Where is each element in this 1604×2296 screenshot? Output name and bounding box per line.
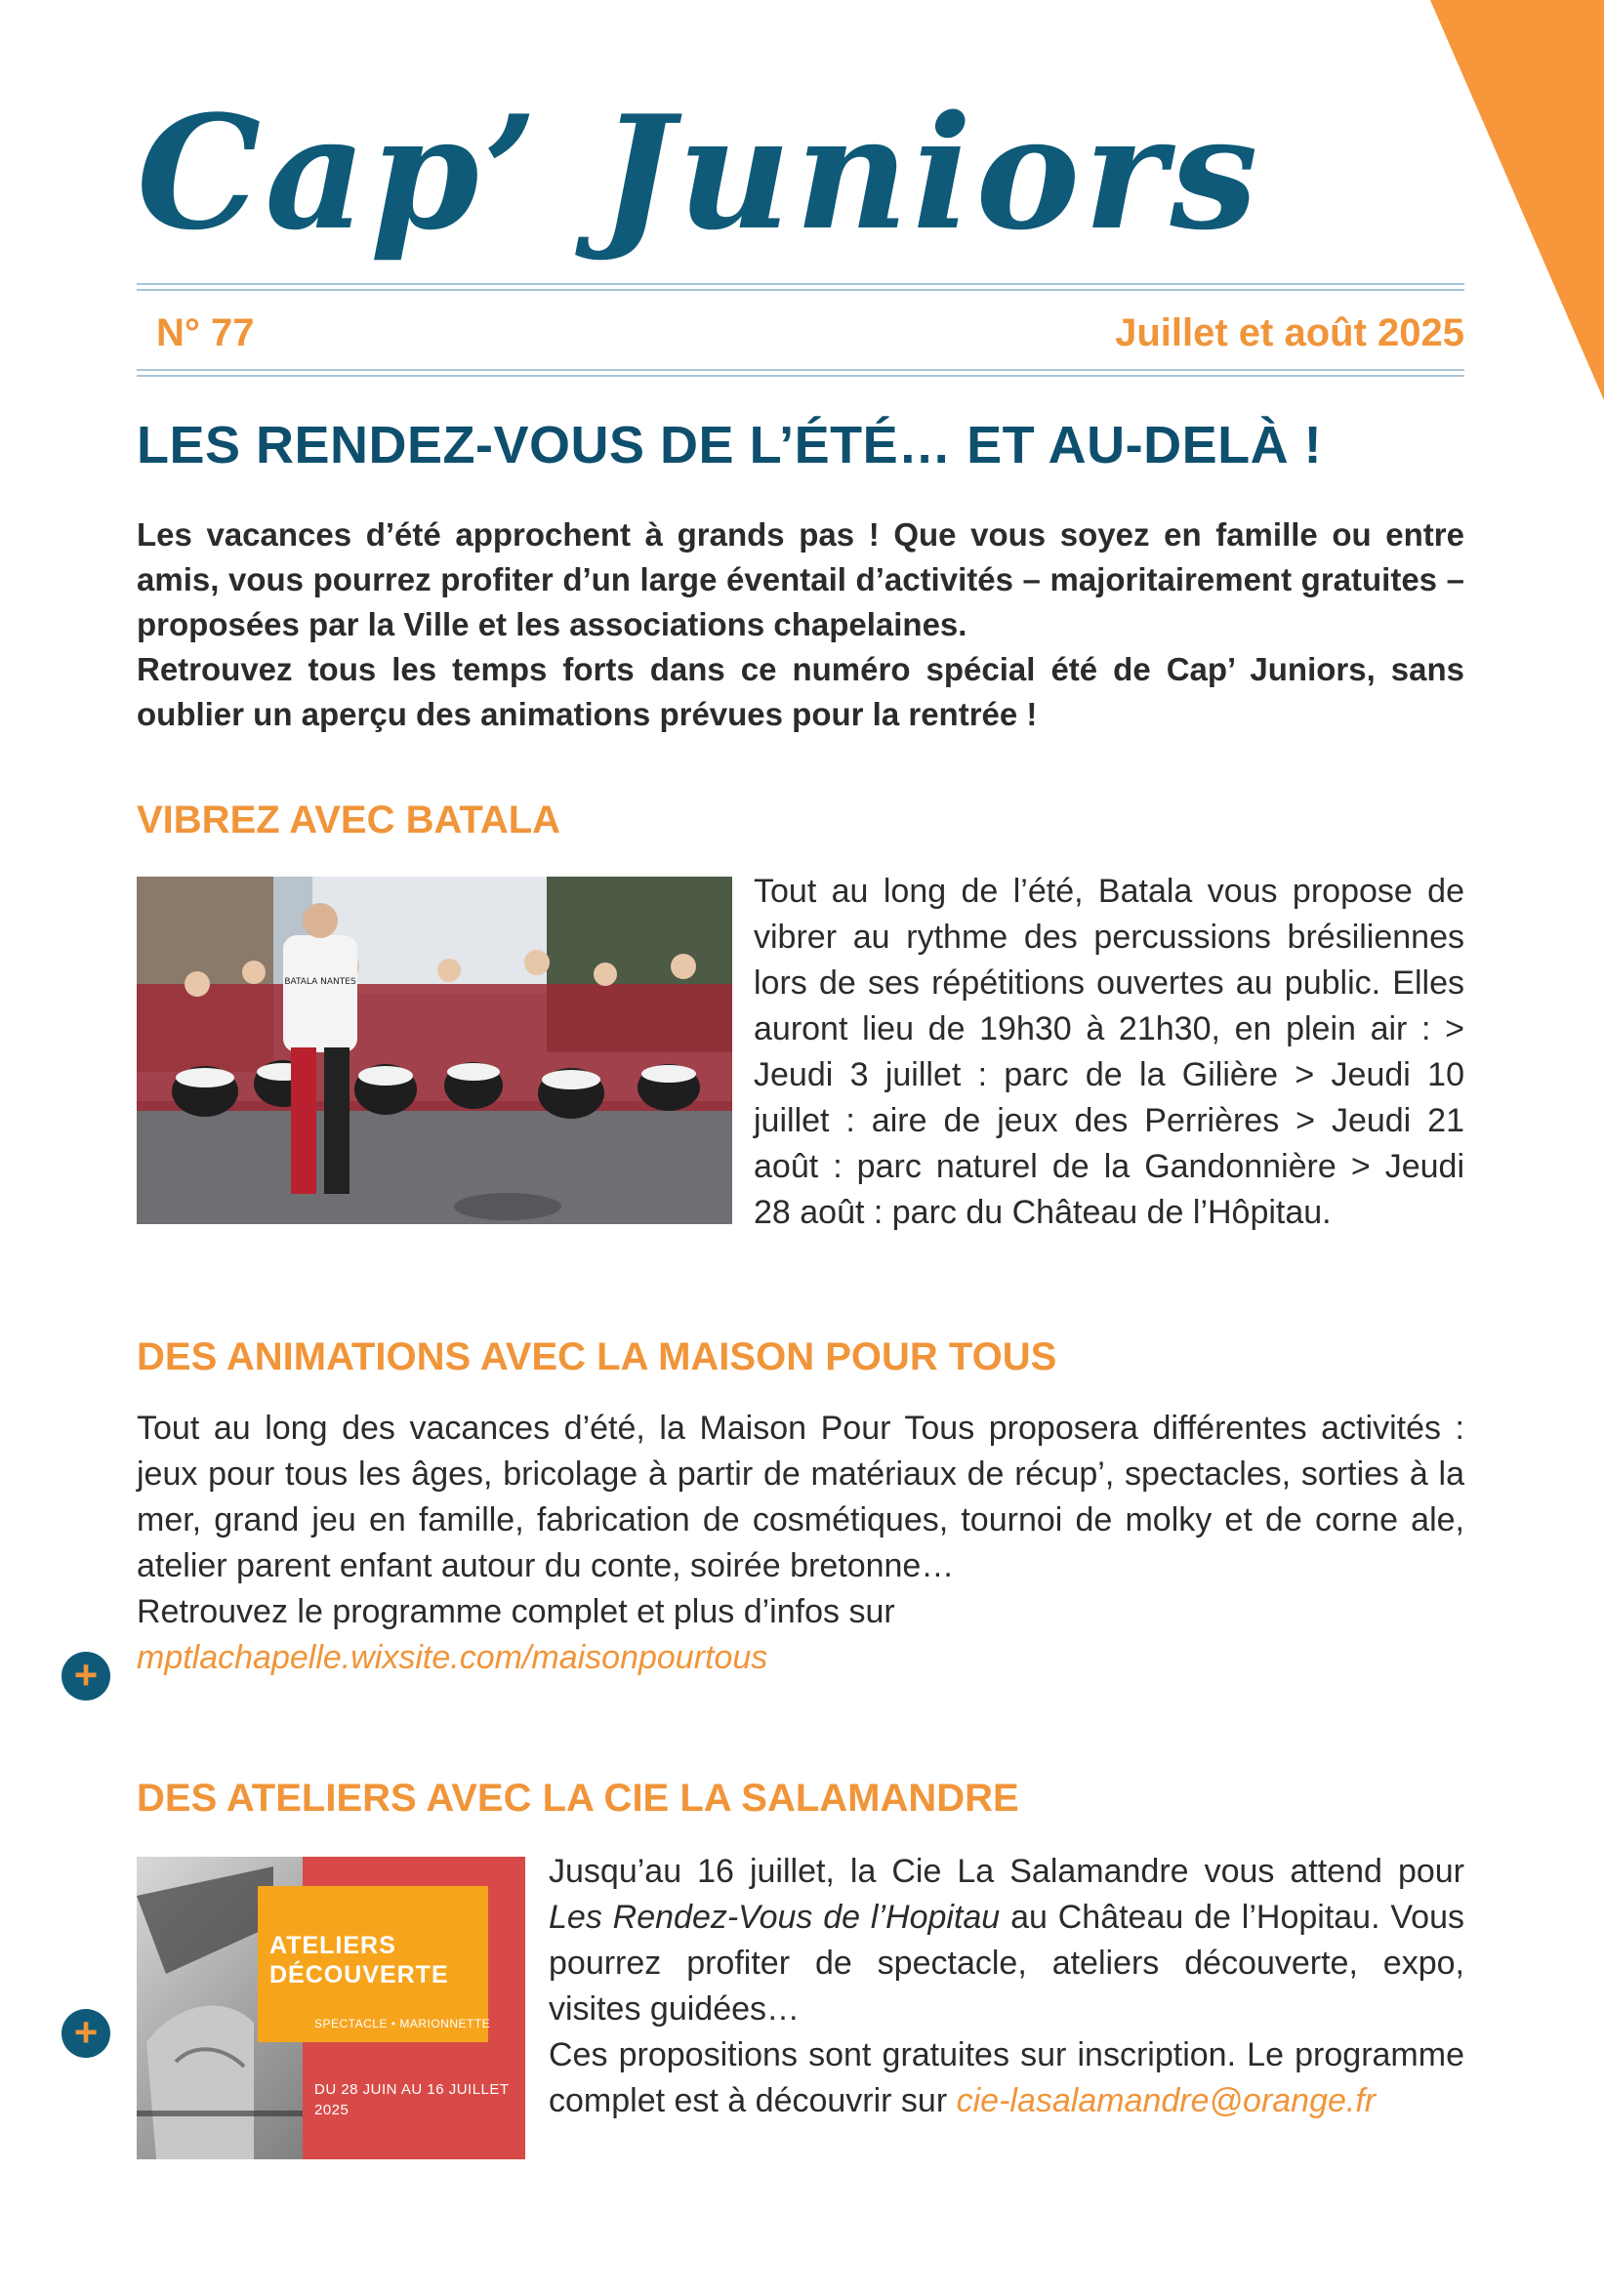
salamandre-text2: Ces propositions sont gratuites sur inscription. Le programme complet est à découvrir sur: [549, 2036, 1464, 2119]
batala-text-block: [137, 869, 1464, 1236]
ateliers-poster: [137, 1857, 525, 2159]
intro-paragraph: [137, 512, 1464, 737]
salamandre-text-block: [549, 1849, 1464, 2124]
divider-top: [137, 283, 1464, 285]
mpt-more-text: Retrouvez le programme complet et plus d’infos sur: [137, 1593, 895, 1630]
section-title-mpt: DES ANIMATIONS AVEC LA MAISON POUR TOUS: [137, 1335, 1057, 1378]
salamandre-event-name: Les Rendez-Vous de l’Hopitau: [549, 1899, 1001, 1936]
magazine-title: Cap’ Juniors: [137, 81, 1262, 265]
batala-shirt-text: BATALA NANTES: [284, 977, 356, 987]
issue-bar: [137, 298, 1464, 361]
issue-date: Juillet et août 2025: [1115, 311, 1464, 354]
divider-bottom: [137, 369, 1464, 371]
salamandre-text-before: Jusqu’au 16 juillet, la Cie La Salamandre vous attend pour: [549, 1853, 1464, 1890]
section-title-batala: VIBREZ AVEC BATALA: [137, 799, 561, 841]
section-title-salamandre: DES ATELIERS AVEC LA CIE LA SALAMANDRE: [137, 1777, 1019, 1820]
poster-dates: DU 28 JUIN AU 16 JUILLET 2025: [314, 2081, 510, 2118]
salamandre-email-link[interactable]: cie-lasalamandre@orange.fr: [956, 2082, 1377, 2119]
intro-text-1: Les vacances d’été approchent à grands pas ! Que vous soyez en famille ou entre amis, vous pourrez profiter d’un large éventail d’activités – majoritairement gratuites – proposées par la Ville et les associations chapelaines.: [137, 516, 1464, 642]
mpt-website-link[interactable]: mptlachapelle.wixsite.com/maisonpourtous: [137, 1639, 768, 1676]
masthead: [137, 68, 1386, 278]
intro-text-2: Retrouvez tous les temps forts dans ce numéro spécial été de Cap’ Juniors, sans oublier un aperçu des animations prévues pour la rentrée !: [137, 651, 1464, 732]
salamandre-description: [549, 1849, 1464, 2032]
mpt-text-block: [137, 1406, 1464, 1681]
plus-icon-salamandre: +: [62, 2009, 110, 2058]
photo-spacer: [137, 869, 754, 1234]
salamandre-info: [549, 2032, 1464, 2124]
page-headline: LES RENDEZ-VOUS DE L’ÉTÉ… ET AU-DELÀ !: [137, 416, 1323, 474]
poster-title: ATELIERS DÉCOUVERTE: [269, 1932, 449, 1988]
mpt-more-info: [137, 1589, 1464, 1681]
plus-icon-mpt: +: [62, 1652, 110, 1701]
issue-number: N° 77: [156, 311, 255, 354]
salamandre-text-after: au Château de l’Hopitau. Vous pourrez profiter de spectacle, ateliers découverte, expo, visites guidées…: [549, 1899, 1464, 2028]
poster-subtitle: SPECTACLE • MARIONNETTE: [314, 2017, 491, 2030]
batala-description: Tout au long de l’été, Batala vous propose de vibrer au rythme des percussions brésiliennes lors de ses répétitions ouvertes au public. Elles auront lieu de 19h30 à 21h30, en plein air : > Jeudi 3 juillet : parc de la Gilière > Jeudi 10 juillet : aire de jeux des Perrières > Jeudi 21 août : parc naturel de la Gandonnière > Jeudi 28 août : parc du Château de l’Hôpitau.: [754, 873, 1464, 1231]
mpt-description: Tout au long des vacances d’été, la Maison Pour Tous proposera différentes activités : jeux pour tous les âges, bricolage à partir de matériaux de récup’, spectacles, sorties à la mer, grand jeu en famille, fabrication de cosmétiques, tournoi de molky et de corne ale, atelier parent enfant autour du conte, soirée bretonne…: [137, 1410, 1464, 1584]
